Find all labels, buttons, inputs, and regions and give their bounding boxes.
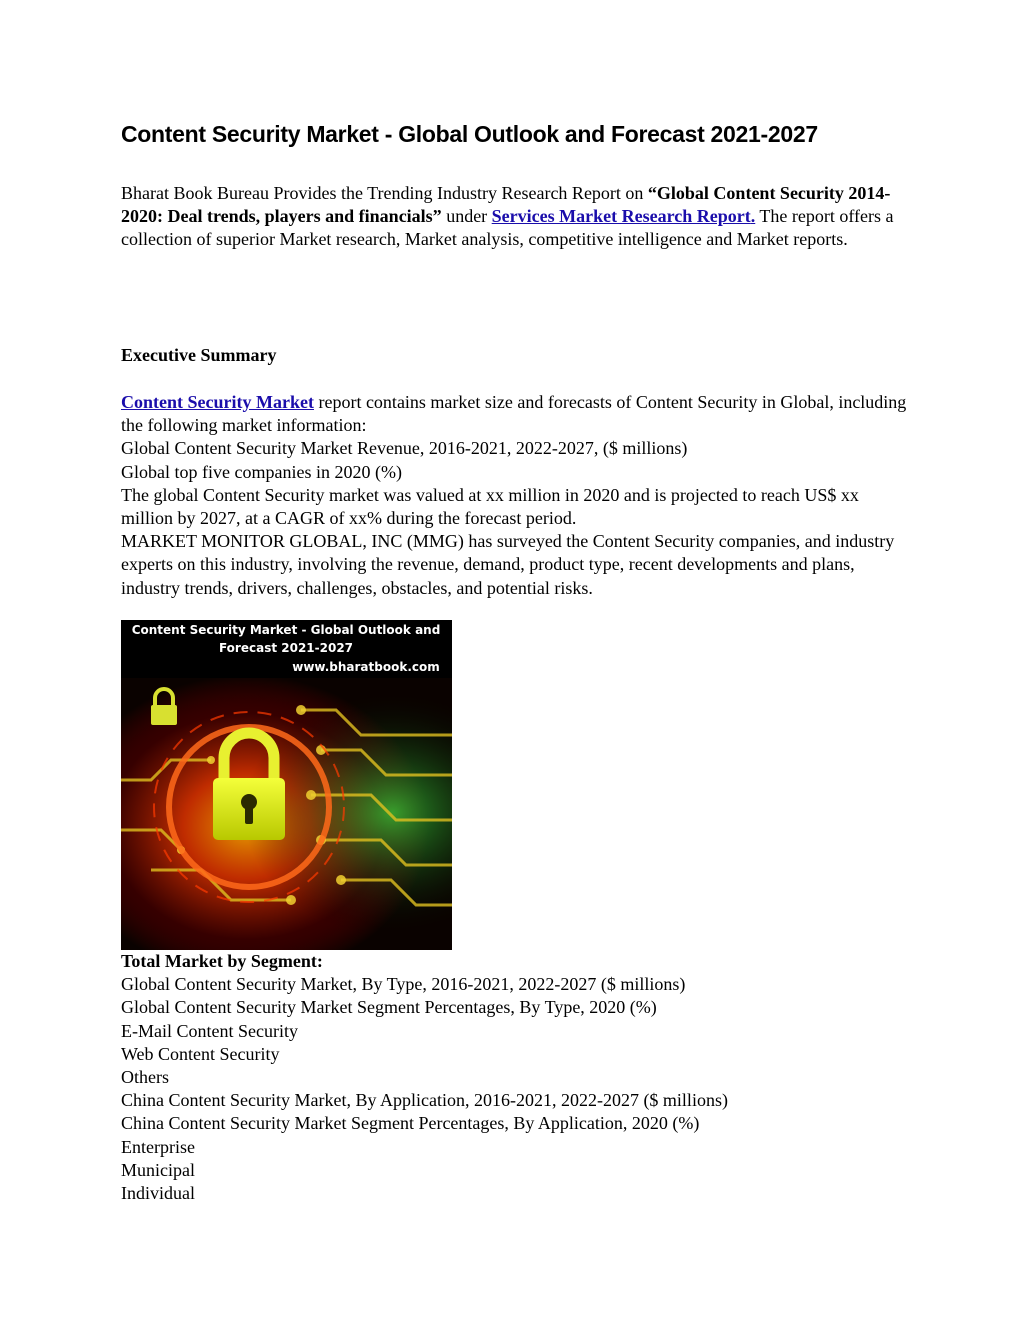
segment-line: China Content Security Market Segment Percentages, By Application, 2020 (%) (121, 1113, 700, 1134)
executive-line: MARKET MONITOR GLOBAL, INC (MMG) has surveyed the Content Security companies, and industry experts on this industry, involving the revenue, demand, product type, recent developments and plans, industry trends, drivers, challenges, obstacles, and potential risks. (121, 531, 895, 598)
executive-line: Global top five companies in 2020 (%) (121, 461, 402, 482)
executive-line: Global Content Security Market Revenue, 2016-2021, 2022-2027, ($ millions) (121, 438, 688, 459)
segment-line: Enterprise (121, 1136, 195, 1157)
executive-line: The global Content Security market was valued at xx million in 2020 and is projected to reach US$ xx million by 2027, at a CAGR of xx% during the forecast period. (121, 484, 859, 529)
segments-section (121, 950, 911, 1205)
segments-heading: Total Market by Segment: (121, 951, 323, 971)
segment-line: China Content Security Market, By Application, 2016-2021, 2022-2027 ($ millions) (121, 1090, 728, 1111)
segment-line: Others (121, 1067, 169, 1088)
executive-intro-line (121, 391, 911, 437)
banner-title-line-1: Content Security Market - Global Outlook and (131, 623, 441, 637)
segment-line: Global Content Security Market Segment Percentages, By Type, 2020 (%) (121, 997, 657, 1018)
services-market-research-link[interactable]: Services Market Research Report (491, 206, 751, 227)
executive-intro-text: report contains market size and forecasts of Content Security in Global, including the following market information: (121, 392, 907, 436)
banner-title-line-2: Forecast 2021-2027 (218, 641, 354, 655)
intro-text-2: under (441, 206, 492, 227)
intro-text-1: Bharat Book Bureau Provides the Trending Industry Research Report on (121, 183, 648, 203)
segment-line: Individual (121, 1183, 195, 1204)
segment-line: Municipal (121, 1159, 195, 1180)
executive-summary-heading: Executive Summary (121, 345, 277, 365)
banner-url: www.bharatbook.com (292, 660, 440, 674)
content-security-market-link[interactable]: Content Security Market (121, 392, 314, 412)
page-title: Content Security Market - Global Outlook and Forecast 2021-2027 (121, 121, 818, 147)
executive-summary-body (121, 391, 911, 600)
intro-text-3: The report offers a collection of superior Market research, Market analysis, competitive intelligence and Market reports. (121, 206, 894, 250)
segment-line: Web Content Security (121, 1043, 280, 1064)
report-banner-image (121, 620, 452, 950)
segment-line: E-Mail Content Security (121, 1020, 298, 1041)
intro-report-title: “Global Content Security 2014-2020: Deal trends, players and financials” (121, 183, 891, 227)
segment-line: Global Content Security Market, By Type, 2016-2021, 2022-2027 ($ millions) (121, 974, 686, 995)
intro-paragraph (121, 182, 911, 252)
intro-link-period[interactable]: . (750, 206, 756, 227)
